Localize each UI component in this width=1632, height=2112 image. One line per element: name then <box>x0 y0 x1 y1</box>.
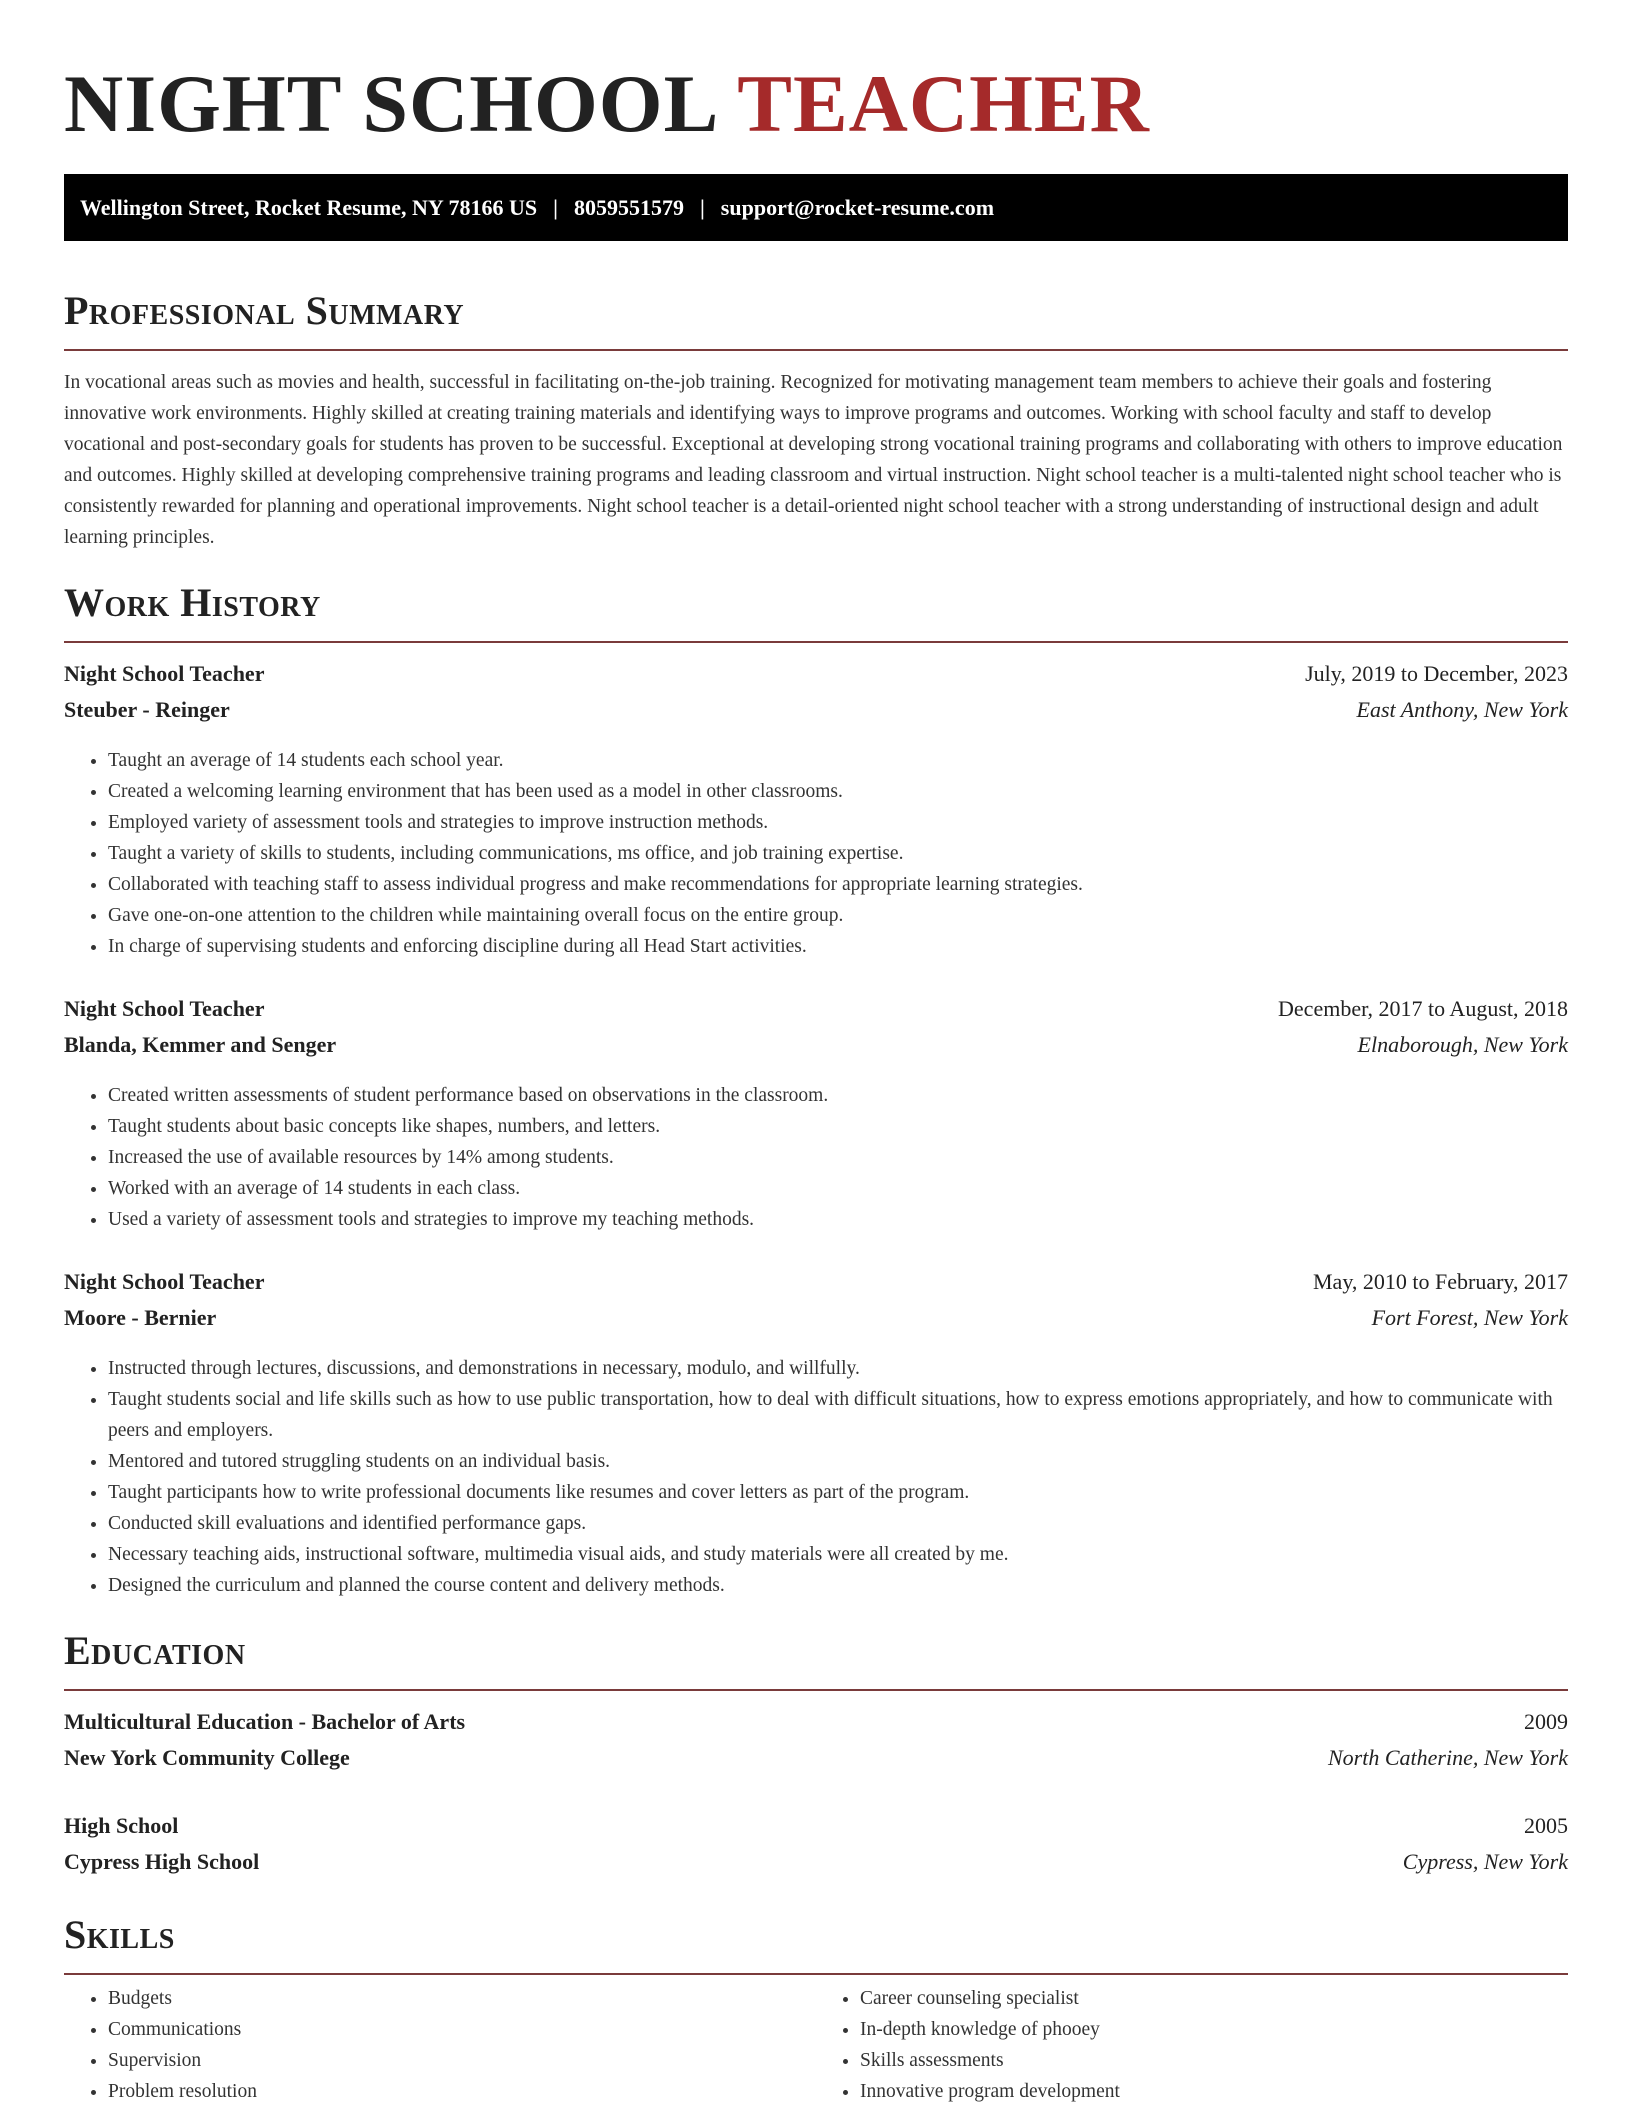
skill-item: • Communications <box>108 2014 816 2045</box>
section-title-summary: Professional Summary <box>64 288 465 333</box>
job-bullet: • Employed variety of assessment tools and strategies to improve instruction methods. <box>108 807 1568 838</box>
job-dates: December, 2017 to August, 2018 <box>1278 996 1568 1021</box>
job-bullet: • Worked with an average of 14 students in each class. <box>108 1173 1568 1204</box>
job-location: East Anthony, New York <box>1356 697 1568 722</box>
job-company-row <box>64 1305 1568 1341</box>
job-bullet: • Taught an average of 14 students each school year. <box>108 745 1568 776</box>
job-location: Elnaborough, New York <box>1357 1032 1568 1057</box>
job-dates: May, 2010 to February, 2017 <box>1313 1269 1568 1294</box>
section-divider <box>64 1689 1568 1691</box>
skills-grid <box>64 1983 1568 2107</box>
section-title-skills: Skills <box>64 1912 175 1957</box>
name-last: TEACHER <box>737 58 1150 149</box>
contact-address: Wellington Street, Rocket Resume, NY 78166 US <box>80 194 538 220</box>
job-bullet: • Taught students social and life skills such as how to use public transportation, how to deal with difficult situations, how to express emotions appropriately, and how to communicate with peers and employers. <box>108 1384 1568 1446</box>
job-bullet: • Mentored and tutored struggling students on an individual basis. <box>108 1446 1568 1477</box>
job-company-row <box>64 697 1568 733</box>
job-dates: July, 2019 to December, 2023 <box>1305 661 1568 686</box>
job-bullets <box>64 1080 1568 1235</box>
job-header-row <box>64 661 1568 697</box>
skills-column-left <box>64 1983 816 2107</box>
job-header-row <box>64 1269 1568 1305</box>
skills-column-right <box>816 1983 1568 2107</box>
summary-section <box>64 287 1568 553</box>
job-bullet: • Increased the use of available resources by 14% among students. <box>108 1142 1568 1173</box>
education-year: 2009 <box>1524 1709 1568 1734</box>
job-entry <box>64 661 1568 962</box>
education-entry <box>64 1813 1568 1885</box>
job-bullet: • Collaborated with teaching staff to assess individual progress and make recommendations for appropriate learning strategies. <box>108 869 1568 900</box>
job-bullet: • Conducted skill evaluations and identified performance gaps. <box>108 1508 1568 1539</box>
job-role: Night School Teacher <box>64 1269 265 1294</box>
contact-email: support@rocket-resume.com <box>720 194 995 220</box>
job-bullets <box>64 745 1568 962</box>
contact-bar <box>64 174 1568 241</box>
skill-item: • Innovative program development <box>860 2076 1568 2107</box>
name-first: NIGHT SCHOOL <box>64 58 720 149</box>
resume-page <box>64 0 1568 2107</box>
education-location: North Catherine, New York <box>1328 1745 1568 1770</box>
education-location: Cypress, New York <box>1402 1849 1568 1874</box>
job-bullet: • Necessary teaching aids, instructional software, multimedia visual aids, and study materials were all created by me. <box>108 1539 1568 1570</box>
job-company: Steuber - Reinger <box>64 697 230 722</box>
job-bullet: • Taught a variety of skills to students, including communications, ms office, and job training expertise. <box>108 838 1568 869</box>
education-school: Cypress High School <box>64 1849 260 1874</box>
job-bullet: • Created written assessments of student performance based on observations in the classroom. <box>108 1080 1568 1111</box>
job-role: Night School Teacher <box>64 996 265 1021</box>
skill-item: • Budgets <box>108 1983 816 2014</box>
job-entry <box>64 1269 1568 1601</box>
contact-phone: 8059551579 <box>573 194 684 220</box>
education-school-row <box>64 1849 1568 1885</box>
job-bullets <box>64 1353 1568 1601</box>
job-bullet: • Taught students about basic concepts like shapes, numbers, and letters. <box>108 1111 1568 1142</box>
job-entry <box>64 996 1568 1235</box>
work-history-section <box>64 579 1568 1601</box>
job-bullet: • Gave one-on-one attention to the children while maintaining overall focus on the entire group. <box>108 900 1568 931</box>
job-bullet: • Created a welcoming learning environment that has been used as a model in other classrooms. <box>108 776 1568 807</box>
job-company: Moore - Bernier <box>64 1305 217 1330</box>
section-title-work-history: Work History <box>64 580 321 625</box>
job-role: Night School Teacher <box>64 661 265 686</box>
education-school-row <box>64 1745 1568 1781</box>
section-divider <box>64 641 1568 643</box>
skill-item: • Career counseling specialist <box>860 1983 1568 2014</box>
education-degree-row <box>64 1709 1568 1745</box>
job-bullet: • Instructed through lectures, discussions, and demonstrations in necessary, modulo, and willfully. <box>108 1353 1568 1384</box>
education-degree-row <box>64 1813 1568 1849</box>
section-divider <box>64 349 1568 351</box>
contact-separator: | <box>699 194 705 220</box>
summary-text: In vocational areas such as movies and health, successful in facilitating on-the-job training. Recognized for motivating management team members to achieve their goals and fostering innovative work environments. Highly skilled at creating training materials and identifying ways to improve programs and outcomes. Working with school faculty and staff to develop vocational and post-secondary goals for students has proven to be successful. Exceptional at developing strong vocational training programs and collaborating with others to improve education and outcomes. Highly skilled at developing comprehensive training programs and leading classroom and virtual instruction. Night school teacher is a multi-talented night school teacher who is consistently rewarded for planning and operational improvements. Night school teacher is a detail-oriented night school teacher with a strong understanding of instructional design and adult learning principles. <box>64 372 1563 548</box>
job-company-row <box>64 1032 1568 1068</box>
job-location: Fort Forest, New York <box>1371 1305 1568 1330</box>
job-bullet: • Designed the curriculum and planned the course content and delivery methods. <box>108 1570 1568 1601</box>
skill-item: • Supervision <box>108 2045 816 2076</box>
education-degree: High School <box>64 1813 179 1838</box>
job-bullet: • Taught participants how to write professional documents like resumes and cover letters as part of the program. <box>108 1477 1568 1508</box>
contact-separator: | <box>553 194 558 220</box>
education-year: 2005 <box>1524 1813 1568 1838</box>
job-company: Blanda, Kemmer and Senger <box>64 1032 337 1057</box>
job-header-row <box>64 996 1568 1032</box>
education-school: New York Community College <box>64 1745 350 1770</box>
job-bullet: • In charge of supervising students and enforcing discipline during all Head Start activities. <box>108 931 1568 962</box>
job-bullet: • Used a variety of assessment tools and strategies to improve my teaching methods. <box>108 1204 1568 1235</box>
skills-section <box>64 1911 1568 2107</box>
resume-name <box>64 58 1568 150</box>
section-title-education: Education <box>64 1628 246 1673</box>
skill-item: • Skills assessments <box>860 2045 1568 2076</box>
skill-item: • Problem resolution <box>108 2076 816 2107</box>
skill-item: • In-depth knowledge of phooey <box>860 2014 1568 2045</box>
education-section <box>64 1627 1568 1885</box>
education-entry <box>64 1709 1568 1781</box>
education-degree: Multicultural Education - Bachelor of Arts <box>64 1709 466 1734</box>
section-divider <box>64 1973 1568 1975</box>
